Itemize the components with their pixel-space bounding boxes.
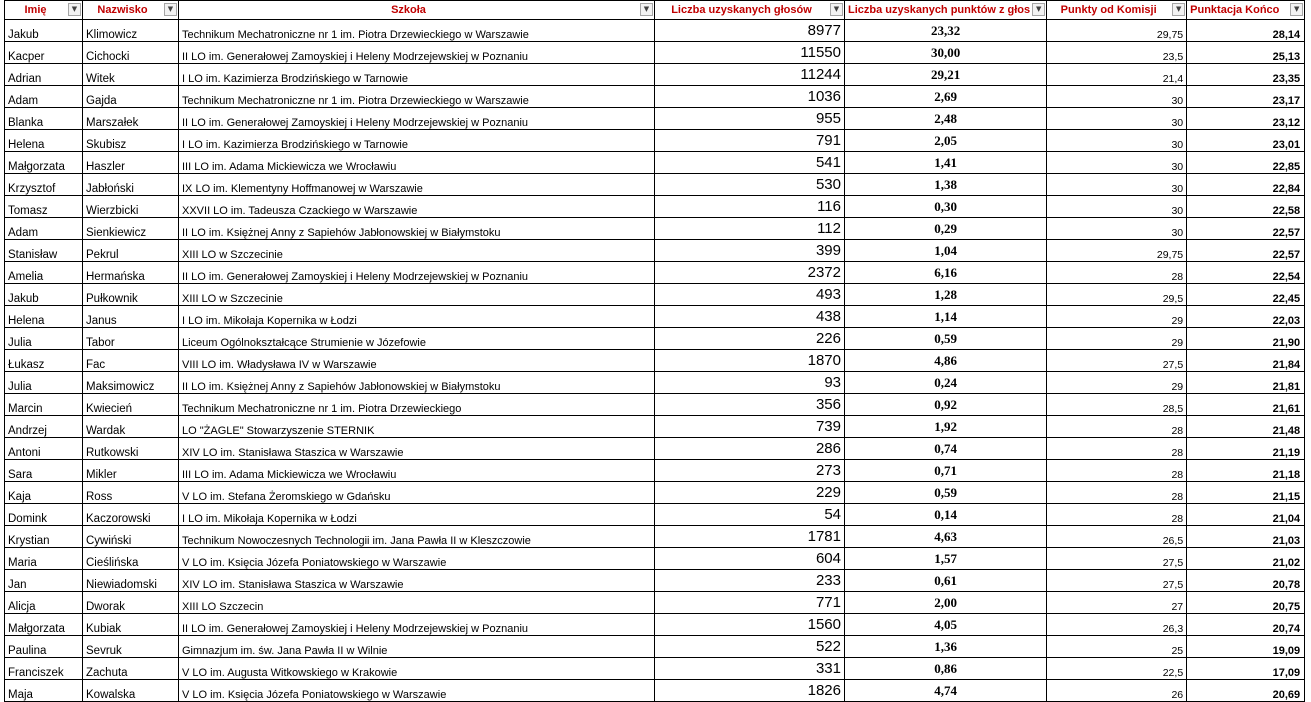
table-row bbox=[5, 350, 1305, 372]
votes-cell[interactable]: 604 bbox=[655, 548, 845, 570]
last-name-cell[interactable]: Fac bbox=[83, 350, 179, 372]
last-name-cell[interactable]: Sevruk bbox=[83, 636, 179, 658]
final-score-cell[interactable]: 20,78 bbox=[1187, 570, 1305, 592]
first-name-cell[interactable]: Blanka bbox=[5, 108, 83, 130]
final-score-cell[interactable]: 20,74 bbox=[1187, 614, 1305, 636]
commission-points-cell[interactable]: 30 bbox=[1047, 152, 1187, 174]
header-vote-points: Liczba uzyskanych punktów z głos ▼ bbox=[845, 1, 1047, 20]
header-commission-points: Punkty od Komisji ▼ bbox=[1047, 1, 1187, 20]
first-name-cell[interactable]: Andrzej bbox=[5, 416, 83, 438]
final-score-cell[interactable]: 21,19 bbox=[1187, 438, 1305, 460]
school-cell[interactable]: II LO im. Generałowej Zamoyskiej i Heleny Modrzejewskiej w Poznaniu bbox=[179, 108, 655, 130]
table-row bbox=[5, 240, 1305, 262]
vote-points-cell[interactable]: 0,14 bbox=[845, 504, 1047, 526]
last-name-cell[interactable]: Skubisz bbox=[83, 130, 179, 152]
vote-points-cell[interactable]: 0,24 bbox=[845, 372, 1047, 394]
table-row bbox=[5, 174, 1305, 196]
school-cell[interactable]: I LO im. Mikołaja Kopernika w Łodzi bbox=[179, 504, 655, 526]
last-name-cell[interactable]: Cieślińska bbox=[83, 548, 179, 570]
final-score-cell[interactable]: 22,45 bbox=[1187, 284, 1305, 306]
commission-points-cell[interactable]: 28 bbox=[1047, 482, 1187, 504]
first-name-cell[interactable]: Krzysztof bbox=[5, 174, 83, 196]
votes-cell[interactable]: 955 bbox=[655, 108, 845, 130]
school-cell[interactable]: V LO im. Augusta Witkowskiego w Krakowie bbox=[179, 658, 655, 680]
last-name-cell[interactable]: Kaczorowski bbox=[83, 504, 179, 526]
commission-points-cell[interactable]: 26,5 bbox=[1047, 526, 1187, 548]
final-score-cell[interactable]: 21,18 bbox=[1187, 460, 1305, 482]
first-name-cell[interactable]: Tomasz bbox=[5, 196, 83, 218]
first-name-cell[interactable]: Helena bbox=[5, 130, 83, 152]
table-row bbox=[5, 438, 1305, 460]
school-cell[interactable]: V LO im. Księcia Józefa Poniatowskiego w Warszawie bbox=[179, 548, 655, 570]
vote-points-cell[interactable]: 23,32 bbox=[845, 20, 1047, 42]
final-score-cell[interactable]: 22,84 bbox=[1187, 174, 1305, 196]
final-score-cell[interactable]: 21,03 bbox=[1187, 526, 1305, 548]
votes-cell[interactable]: 2372 bbox=[655, 262, 845, 284]
school-cell[interactable]: I LO im. Kazimierza Brodzińskiego w Tarnowie bbox=[179, 64, 655, 86]
vote-points-cell[interactable]: 1,57 bbox=[845, 548, 1047, 570]
table-row bbox=[5, 262, 1305, 284]
filter-last-name-button[interactable]: ▼ bbox=[164, 3, 177, 16]
votes-cell[interactable]: 1036 bbox=[655, 86, 845, 108]
last-name-cell[interactable]: Sienkiewicz bbox=[83, 218, 179, 240]
first-name-cell[interactable]: Julia bbox=[5, 328, 83, 350]
commission-points-cell[interactable]: 29,5 bbox=[1047, 284, 1187, 306]
commission-points-cell[interactable]: 26,3 bbox=[1047, 614, 1187, 636]
table-row bbox=[5, 86, 1305, 108]
filter-vote-points-button[interactable]: ▼ bbox=[1032, 3, 1045, 16]
commission-points-cell[interactable]: 27 bbox=[1047, 592, 1187, 614]
school-cell[interactable]: XIII LO Szczecin bbox=[179, 592, 655, 614]
final-score-cell[interactable]: 22,57 bbox=[1187, 218, 1305, 240]
final-score-cell[interactable]: 20,69 bbox=[1187, 680, 1305, 702]
vote-points-cell[interactable]: 4,63 bbox=[845, 526, 1047, 548]
last-name-cell[interactable]: Klimowicz bbox=[83, 20, 179, 42]
last-name-cell[interactable]: Dworak bbox=[83, 592, 179, 614]
final-score-cell[interactable]: 21,81 bbox=[1187, 372, 1305, 394]
vote-points-cell[interactable]: 0,29 bbox=[845, 218, 1047, 240]
last-name-cell[interactable]: Pekrul bbox=[83, 240, 179, 262]
final-score-cell[interactable]: 20,75 bbox=[1187, 592, 1305, 614]
final-score-cell[interactable]: 22,54 bbox=[1187, 262, 1305, 284]
commission-points-cell[interactable]: 28 bbox=[1047, 262, 1187, 284]
first-name-cell[interactable]: Maria bbox=[5, 548, 83, 570]
commission-points-cell[interactable]: 27,5 bbox=[1047, 350, 1187, 372]
commission-points-cell[interactable]: 30 bbox=[1047, 86, 1187, 108]
results-table bbox=[4, 0, 1305, 702]
header-row bbox=[5, 1, 1305, 20]
table-row bbox=[5, 218, 1305, 240]
votes-cell[interactable]: 116 bbox=[655, 196, 845, 218]
vote-points-cell[interactable]: 4,74 bbox=[845, 680, 1047, 702]
votes-cell[interactable]: 530 bbox=[655, 174, 845, 196]
vote-points-cell[interactable]: 2,48 bbox=[845, 108, 1047, 130]
first-name-cell[interactable]: Julia bbox=[5, 372, 83, 394]
school-cell[interactable]: LO "ŻAGLE" Stowarzyszenie STERNIK bbox=[179, 416, 655, 438]
vote-points-cell[interactable]: 0,86 bbox=[845, 658, 1047, 680]
first-name-cell[interactable]: Jakub bbox=[5, 284, 83, 306]
votes-cell[interactable]: 739 bbox=[655, 416, 845, 438]
table-row bbox=[5, 372, 1305, 394]
votes-cell[interactable]: 8977 bbox=[655, 20, 845, 42]
final-score-cell[interactable]: 22,03 bbox=[1187, 306, 1305, 328]
votes-cell[interactable]: 273 bbox=[655, 460, 845, 482]
school-cell[interactable]: I LO im. Kazimierza Brodzińskiego w Tarnowie bbox=[179, 130, 655, 152]
votes-cell[interactable]: 438 bbox=[655, 306, 845, 328]
votes-cell[interactable]: 522 bbox=[655, 636, 845, 658]
vote-points-cell[interactable]: 0,30 bbox=[845, 196, 1047, 218]
first-name-cell[interactable]: Sara bbox=[5, 460, 83, 482]
last-name-cell[interactable]: Kowalska bbox=[83, 680, 179, 702]
table-row bbox=[5, 20, 1305, 42]
vote-points-cell[interactable]: 0,71 bbox=[845, 460, 1047, 482]
school-cell[interactable]: II LO im. Generałowej Zamoyskiej i Heleny Modrzejewskiej w Poznaniu bbox=[179, 262, 655, 284]
table-row bbox=[5, 526, 1305, 548]
commission-points-cell[interactable]: 21,4 bbox=[1047, 64, 1187, 86]
final-score-cell[interactable]: 21,02 bbox=[1187, 548, 1305, 570]
vote-points-cell[interactable]: 0,92 bbox=[845, 394, 1047, 416]
table-row bbox=[5, 416, 1305, 438]
table-row bbox=[5, 680, 1305, 702]
header-school: Szkoła ▼ bbox=[179, 1, 655, 20]
school-cell[interactable]: XIII LO w Szczecinie bbox=[179, 284, 655, 306]
filter-school-button[interactable]: ▼ bbox=[640, 3, 653, 16]
first-name-cell[interactable]: Kacper bbox=[5, 42, 83, 64]
school-cell[interactable]: VIII LO im. Władysława IV w Warszawie bbox=[179, 350, 655, 372]
votes-cell[interactable]: 93 bbox=[655, 372, 845, 394]
first-name-cell[interactable]: Maja bbox=[5, 680, 83, 702]
first-name-cell[interactable]: Antoni bbox=[5, 438, 83, 460]
final-score-cell[interactable]: 17,09 bbox=[1187, 658, 1305, 680]
first-name-cell[interactable]: Paulina bbox=[5, 636, 83, 658]
last-name-cell[interactable]: Haszler bbox=[83, 152, 179, 174]
school-cell[interactable]: II LO im. Generałowej Zamoyskiej i Heleny Modrzejewskiej w Poznaniu bbox=[179, 614, 655, 636]
commission-points-cell[interactable]: 29,75 bbox=[1047, 20, 1187, 42]
table-row bbox=[5, 460, 1305, 482]
vote-points-cell[interactable]: 2,00 bbox=[845, 592, 1047, 614]
last-name-cell[interactable]: Witek bbox=[83, 64, 179, 86]
header-votes: Liczba uzyskanych głosów ▼ bbox=[655, 1, 845, 20]
school-cell[interactable]: IX LO im. Klementyny Hoffmanowej w Warszawie bbox=[179, 174, 655, 196]
final-score-cell[interactable]: 22,58 bbox=[1187, 196, 1305, 218]
last-name-cell[interactable]: Kubiak bbox=[83, 614, 179, 636]
table-row bbox=[5, 592, 1305, 614]
filter-commission-button[interactable]: ▼ bbox=[1172, 3, 1185, 16]
school-cell[interactable]: V LO im. Księcia Józefa Poniatowskiego w Warszawie bbox=[179, 680, 655, 702]
commission-points-cell[interactable]: 28 bbox=[1047, 504, 1187, 526]
last-name-cell[interactable]: Cichocki bbox=[83, 42, 179, 64]
vote-points-cell[interactable]: 0,59 bbox=[845, 482, 1047, 504]
vote-points-cell[interactable]: 1,04 bbox=[845, 240, 1047, 262]
final-score-cell[interactable]: 22,57 bbox=[1187, 240, 1305, 262]
table-row bbox=[5, 548, 1305, 570]
first-name-cell[interactable]: Kaja bbox=[5, 482, 83, 504]
first-name-cell[interactable]: Adam bbox=[5, 218, 83, 240]
final-score-cell[interactable]: 23,01 bbox=[1187, 130, 1305, 152]
header-first-name: Imię ▼ bbox=[5, 1, 83, 20]
commission-points-cell[interactable]: 29 bbox=[1047, 328, 1187, 350]
vote-points-cell[interactable]: 6,16 bbox=[845, 262, 1047, 284]
votes-cell[interactable]: 493 bbox=[655, 284, 845, 306]
votes-cell[interactable]: 1560 bbox=[655, 614, 845, 636]
commission-points-cell[interactable]: 30 bbox=[1047, 196, 1187, 218]
final-score-cell[interactable]: 23,12 bbox=[1187, 108, 1305, 130]
last-name-cell[interactable]: Kwiecień bbox=[83, 394, 179, 416]
school-cell[interactable]: Technikum Nowoczesnych Technologii im. Jana Pawła II w Kleszczowie bbox=[179, 526, 655, 548]
final-score-cell[interactable]: 28,14 bbox=[1187, 20, 1305, 42]
final-score-cell[interactable]: 21,48 bbox=[1187, 416, 1305, 438]
vote-points-cell[interactable]: 1,38 bbox=[845, 174, 1047, 196]
last-name-cell[interactable]: Cywiński bbox=[83, 526, 179, 548]
header-last-name: Nazwisko ▼ bbox=[83, 1, 179, 20]
school-cell[interactable]: II LO im. Generałowej Zamoyskiej i Heleny Modrzejewskiej w Poznaniu bbox=[179, 42, 655, 64]
last-name-cell[interactable]: Tabor bbox=[83, 328, 179, 350]
commission-points-cell[interactable]: 30 bbox=[1047, 218, 1187, 240]
votes-cell[interactable]: 791 bbox=[655, 130, 845, 152]
school-cell[interactable]: II LO im. Księżnej Anny z Sapiehów Jabłonowskiej w Białymstoku bbox=[179, 218, 655, 240]
table-row bbox=[5, 152, 1305, 174]
final-score-cell[interactable]: 19,09 bbox=[1187, 636, 1305, 658]
final-score-cell[interactable]: 21,84 bbox=[1187, 350, 1305, 372]
last-name-cell[interactable]: Janus bbox=[83, 306, 179, 328]
votes-cell[interactable]: 1870 bbox=[655, 350, 845, 372]
last-name-cell[interactable]: Rutkowski bbox=[83, 438, 179, 460]
table-row bbox=[5, 482, 1305, 504]
commission-points-cell[interactable]: 25 bbox=[1047, 636, 1187, 658]
first-name-cell[interactable]: Marcin bbox=[5, 394, 83, 416]
commission-points-cell[interactable]: 28,5 bbox=[1047, 394, 1187, 416]
first-name-cell[interactable]: Stanisław bbox=[5, 240, 83, 262]
votes-cell[interactable]: 286 bbox=[655, 438, 845, 460]
school-cell[interactable]: III LO im. Adama Mickiewicza we Wrocławiu bbox=[179, 460, 655, 482]
first-name-cell[interactable]: Krystian bbox=[5, 526, 83, 548]
first-name-cell[interactable]: Alicja bbox=[5, 592, 83, 614]
table-row bbox=[5, 636, 1305, 658]
final-score-cell[interactable]: 21,15 bbox=[1187, 482, 1305, 504]
filter-first-name-button[interactable]: ▼ bbox=[68, 3, 81, 16]
votes-cell[interactable]: 399 bbox=[655, 240, 845, 262]
last-name-cell[interactable]: Zachuta bbox=[83, 658, 179, 680]
school-cell[interactable]: Technikum Mechatroniczne nr 1 im. Piotra Drzewieckiego w Warszawie bbox=[179, 20, 655, 42]
vote-points-cell[interactable]: 1,14 bbox=[845, 306, 1047, 328]
commission-points-cell[interactable]: 29,75 bbox=[1047, 240, 1187, 262]
first-name-cell[interactable]: Małgorzata bbox=[5, 152, 83, 174]
votes-cell[interactable]: 541 bbox=[655, 152, 845, 174]
vote-points-cell[interactable]: 4,86 bbox=[845, 350, 1047, 372]
school-cell[interactable]: Gimnazjum im. św. Jana Pawła II w Wilnie bbox=[179, 636, 655, 658]
vote-points-cell[interactable]: 1,28 bbox=[845, 284, 1047, 306]
vote-points-cell[interactable]: 0,74 bbox=[845, 438, 1047, 460]
commission-points-cell[interactable]: 30 bbox=[1047, 130, 1187, 152]
vote-points-cell[interactable]: 30,00 bbox=[845, 42, 1047, 64]
vote-points-cell[interactable]: 1,41 bbox=[845, 152, 1047, 174]
commission-points-cell[interactable]: 27,5 bbox=[1047, 548, 1187, 570]
final-score-cell[interactable]: 23,35 bbox=[1187, 64, 1305, 86]
votes-cell[interactable]: 226 bbox=[655, 328, 845, 350]
votes-cell[interactable]: 356 bbox=[655, 394, 845, 416]
commission-points-cell[interactable]: 30 bbox=[1047, 174, 1187, 196]
last-name-cell[interactable]: Marszałek bbox=[83, 108, 179, 130]
first-name-cell[interactable]: Helena bbox=[5, 306, 83, 328]
votes-cell[interactable]: 54 bbox=[655, 504, 845, 526]
school-cell[interactable]: XXVII LO im. Tadeusza Czackiego w Warszawie bbox=[179, 196, 655, 218]
first-name-cell[interactable]: Amelia bbox=[5, 262, 83, 284]
school-cell[interactable]: III LO im. Adama Mickiewicza we Wrocławiu bbox=[179, 152, 655, 174]
table-row bbox=[5, 394, 1305, 416]
votes-cell[interactable]: 112 bbox=[655, 218, 845, 240]
commission-points-cell[interactable]: 22,5 bbox=[1047, 658, 1187, 680]
final-score-cell[interactable]: 23,17 bbox=[1187, 86, 1305, 108]
commission-points-cell[interactable]: 29 bbox=[1047, 306, 1187, 328]
table-row bbox=[5, 64, 1305, 86]
school-cell[interactable]: Liceum Ogólnokształcące Strumienie w Józefowie bbox=[179, 328, 655, 350]
last-name-cell[interactable]: Pułkownik bbox=[83, 284, 179, 306]
school-cell[interactable]: XIV LO im. Stanisława Staszica w Warszawie bbox=[179, 570, 655, 592]
commission-points-cell[interactable]: 29 bbox=[1047, 372, 1187, 394]
table-body bbox=[5, 20, 1305, 702]
last-name-cell[interactable]: Niewiadomski bbox=[83, 570, 179, 592]
last-name-cell[interactable]: Wardak bbox=[83, 416, 179, 438]
last-name-cell[interactable]: Hermańska bbox=[83, 262, 179, 284]
vote-points-cell[interactable]: 1,92 bbox=[845, 416, 1047, 438]
commission-points-cell[interactable]: 26 bbox=[1047, 680, 1187, 702]
first-name-cell[interactable]: Małgorzata bbox=[5, 614, 83, 636]
last-name-cell[interactable]: Ross bbox=[83, 482, 179, 504]
votes-cell[interactable]: 229 bbox=[655, 482, 845, 504]
first-name-cell[interactable]: Franciszek bbox=[5, 658, 83, 680]
first-name-cell[interactable]: Jan bbox=[5, 570, 83, 592]
first-name-cell[interactable]: Domink bbox=[5, 504, 83, 526]
commission-points-cell[interactable]: 30 bbox=[1047, 108, 1187, 130]
header-final-score: Punktacja Końco ▼ bbox=[1187, 1, 1305, 20]
first-name-cell[interactable]: Adrian bbox=[5, 64, 83, 86]
table-row bbox=[5, 306, 1305, 328]
final-score-cell[interactable]: 25,13 bbox=[1187, 42, 1305, 64]
school-cell[interactable]: Technikum Mechatroniczne nr 1 im. Piotra Drzewieckiego w Warszawie bbox=[179, 86, 655, 108]
commission-points-cell[interactable]: 27,5 bbox=[1047, 570, 1187, 592]
last-name-cell[interactable]: Maksimowicz bbox=[83, 372, 179, 394]
vote-points-cell[interactable]: 4,05 bbox=[845, 614, 1047, 636]
votes-cell[interactable]: 331 bbox=[655, 658, 845, 680]
vote-points-cell[interactable]: 0,61 bbox=[845, 570, 1047, 592]
table-row bbox=[5, 108, 1305, 130]
final-score-cell[interactable]: 22,85 bbox=[1187, 152, 1305, 174]
table-row bbox=[5, 614, 1305, 636]
votes-cell[interactable]: 1781 bbox=[655, 526, 845, 548]
school-cell[interactable]: XIII LO w Szczecinie bbox=[179, 240, 655, 262]
vote-points-cell[interactable]: 2,69 bbox=[845, 86, 1047, 108]
last-name-cell[interactable]: Gajda bbox=[83, 86, 179, 108]
last-name-cell[interactable]: Wierzbicki bbox=[83, 196, 179, 218]
votes-cell[interactable]: 1826 bbox=[655, 680, 845, 702]
school-cell[interactable]: XIV LO im. Stanisława Staszica w Warszawie bbox=[179, 438, 655, 460]
vote-points-cell[interactable]: 2,05 bbox=[845, 130, 1047, 152]
school-cell[interactable]: Technikum Mechatroniczne nr 1 im. Piotra Drzewieckiego bbox=[179, 394, 655, 416]
school-cell[interactable]: II LO im. Księżnej Anny z Sapiehów Jabłonowskiej w Białymstoku bbox=[179, 372, 655, 394]
table-row bbox=[5, 196, 1305, 218]
table-row bbox=[5, 328, 1305, 350]
first-name-cell[interactable]: Adam bbox=[5, 86, 83, 108]
final-score-cell[interactable]: 21,61 bbox=[1187, 394, 1305, 416]
table-row bbox=[5, 658, 1305, 680]
table-row bbox=[5, 42, 1305, 64]
table-row bbox=[5, 284, 1305, 306]
table-row bbox=[5, 570, 1305, 592]
vote-points-cell[interactable]: 0,59 bbox=[845, 328, 1047, 350]
school-cell[interactable]: I LO im. Mikołaja Kopernika w Łodzi bbox=[179, 306, 655, 328]
filter-final-score-button[interactable]: ▼ bbox=[1290, 3, 1303, 16]
table-row bbox=[5, 504, 1305, 526]
votes-cell[interactable]: 233 bbox=[655, 570, 845, 592]
commission-points-cell[interactable]: 28 bbox=[1047, 416, 1187, 438]
votes-cell[interactable]: 11244 bbox=[655, 64, 845, 86]
commission-points-cell[interactable]: 23,5 bbox=[1047, 42, 1187, 64]
last-name-cell[interactable]: Jabłoński bbox=[83, 174, 179, 196]
votes-cell[interactable]: 771 bbox=[655, 592, 845, 614]
final-score-cell[interactable]: 21,04 bbox=[1187, 504, 1305, 526]
commission-points-cell[interactable]: 28 bbox=[1047, 460, 1187, 482]
first-name-cell[interactable]: Jakub bbox=[5, 20, 83, 42]
last-name-cell[interactable]: Mikler bbox=[83, 460, 179, 482]
first-name-cell[interactable]: Łukasz bbox=[5, 350, 83, 372]
vote-points-cell[interactable]: 1,36 bbox=[845, 636, 1047, 658]
votes-cell[interactable]: 11550 bbox=[655, 42, 845, 64]
commission-points-cell[interactable]: 28 bbox=[1047, 438, 1187, 460]
vote-points-cell[interactable]: 29,21 bbox=[845, 64, 1047, 86]
filter-votes-button[interactable]: ▼ bbox=[830, 3, 843, 16]
school-cell[interactable]: V LO im. Stefana Żeromskiego w Gdańsku bbox=[179, 482, 655, 504]
final-score-cell[interactable]: 21,90 bbox=[1187, 328, 1305, 350]
table-row bbox=[5, 130, 1305, 152]
